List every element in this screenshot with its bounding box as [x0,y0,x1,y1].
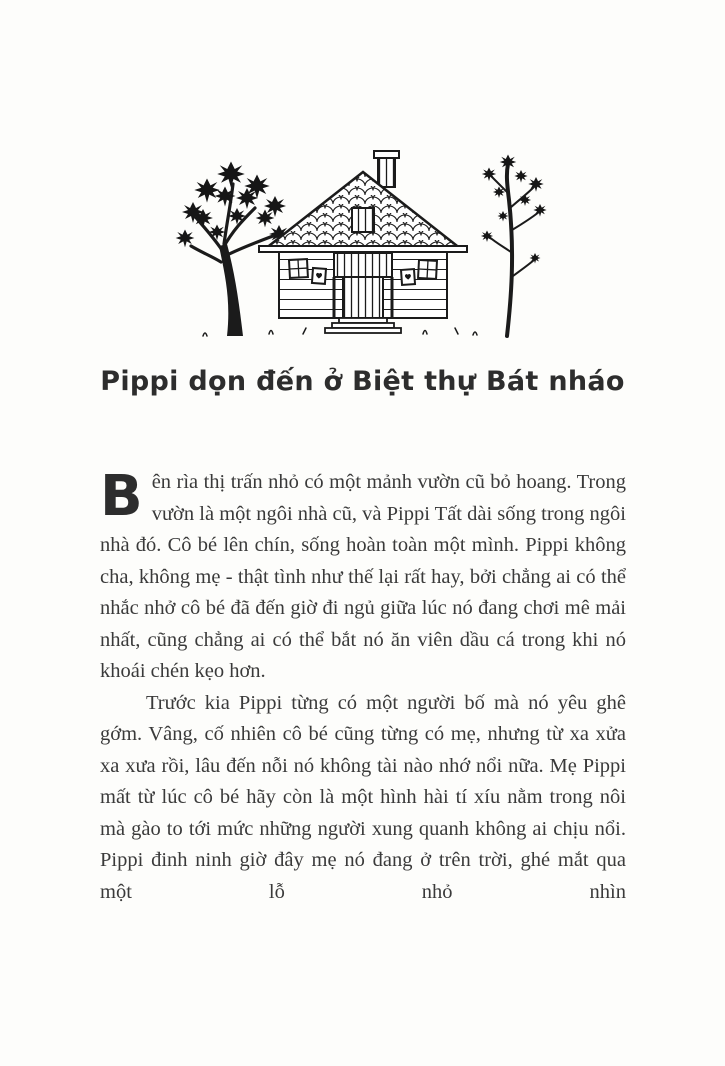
chapter-title: Pippi dọn đến ở Biệt thự Bát nháo [100,366,625,397]
paragraph-1-text: ên rìa thị trấn nhỏ có một mảnh vườn cũ bỏ hoang. Trong vườn là một ngôi nhà cũ, và Pippi Tất dài sống trong ngôi nhà đó. Cô bé lên chín, sống hoàn toàn một mình. Pippi không cha, không mẹ - thật tình như thế lại rất hay, bởi chẳng ai có thể nhắc nhở cô bé đã đến giờ đi ngủ giữa lúc nó đang chơi mê mải nhất, cũng chẳng ai có thể bắt nó ăn viên dầu cá trong khi nó khoái chén kẹo hơn. [100,471,626,682]
drop-cap: B [100,464,143,529]
cottage-icon [259,151,467,333]
chapter-illustration [173,150,553,340]
paragraph-1 [100,464,626,688]
cottage-with-two-trees-illustration [173,150,553,340]
body-text [100,464,626,908]
right-tree-icon [480,155,546,337]
paragraph-2: Trước kia Pippi từng có một người bố mà nó yêu ghê gớm. Vâng, cố nhiên cô bé cũng từng có mẹ, nhưng từ xa xửa xa xưa rồi, lâu đến nỗi nó không tài nào nhớ nổi nữa. Mẹ Pippi mất từ lúc cô bé hãy còn là một hình hài tí xíu nằm trong nôi mà gào to tới mức những người xung quanh không ai chịu nổi. Pippi đinh ninh giờ đây mẹ nó đang ở trên trời, ghé mắt qua một lỗ nhỏ nhìn [100,691,626,903]
